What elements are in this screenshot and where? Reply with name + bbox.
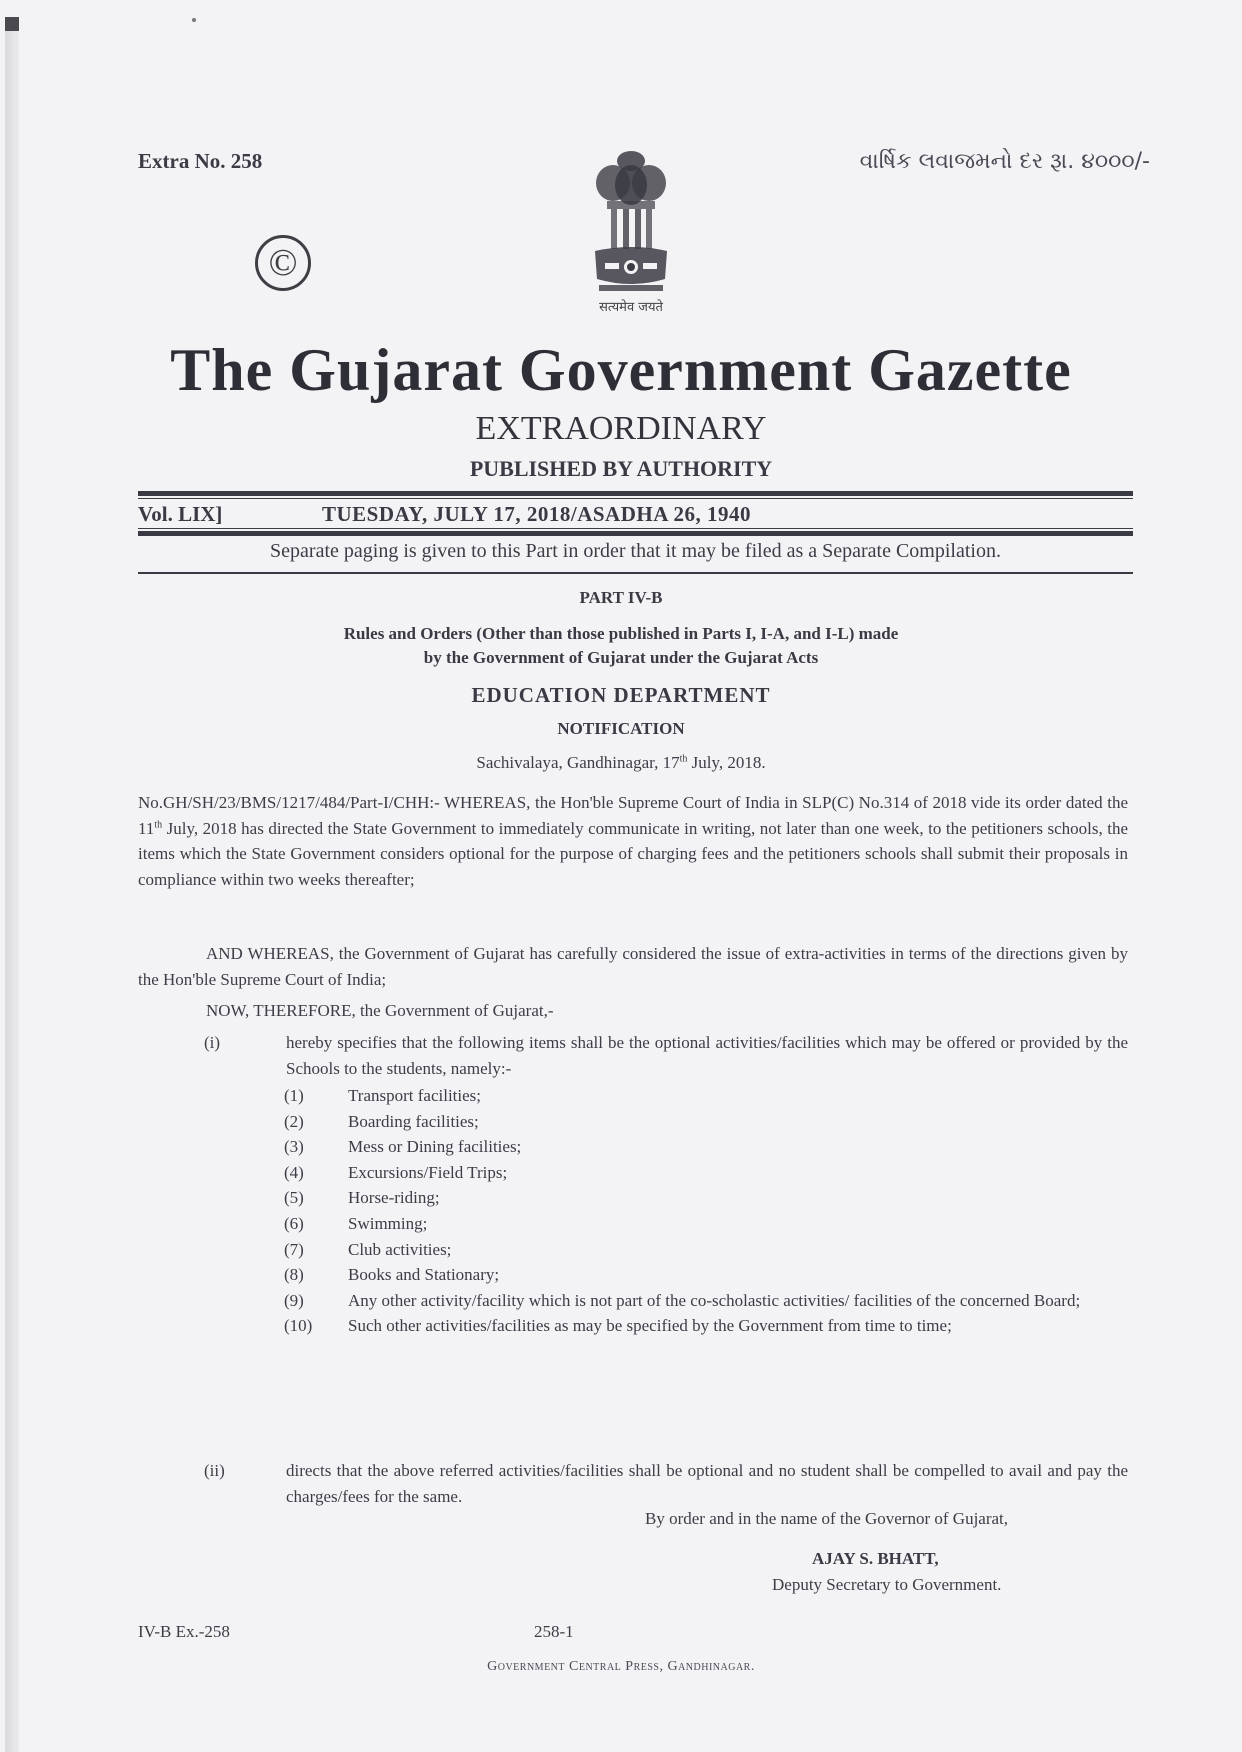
clause-i [138, 1030, 1128, 1082]
and-whereas-paragraph: AND WHEREAS, the Government of Gujarat has carefully considered the issue of extra-activities in terms of the directions given by the Hon'ble Supreme Court of India; [138, 944, 1128, 989]
list-item-text: Any other activity/facility which is not part of the co-scholastic activities/ facilities of the concerned Board; [348, 1290, 1081, 1310]
list-item-number: (3) [284, 1137, 304, 1157]
volume-number: Vol. LIX] [138, 502, 223, 526]
list-item-text: Mess or Dining facilities; [348, 1137, 522, 1157]
notification-heading: NOTIFICATION [557, 719, 685, 738]
part-title: PART IV-B [579, 588, 663, 607]
scan-edge-shadow [5, 17, 19, 1752]
clause-ii [138, 1458, 1128, 1510]
optional-activities-list [138, 1083, 1128, 1339]
list-item-number: (10) [284, 1316, 313, 1336]
scan-speck [192, 18, 196, 22]
issue-dateline: TUESDAY, JULY 17, 2018/ASADHA 26, 1940 [322, 502, 751, 526]
emblem-motto: सत्यमेव जयते [599, 300, 663, 315]
extra-number: Extra No. 258 [138, 149, 263, 173]
list-item-number: (1) [284, 1086, 304, 1105]
list-item-text: Excursions/Field Trips; [348, 1162, 508, 1182]
list-item-number: (9) [284, 1290, 304, 1310]
list-item [138, 1109, 1128, 1135]
list-item-number: (8) [284, 1265, 304, 1285]
list-item-number: (4) [284, 1162, 304, 1182]
list-item-number: (5) [284, 1188, 304, 1208]
separate-paging-note: Separate paging is given to this Part in order that it may be filed as a Separate Compilation. [270, 540, 1001, 562]
page-number: 258-1 [534, 1622, 574, 1641]
list-item [138, 1288, 1128, 1314]
published-by-authority: PUBLISHED BY AUTHORITY [469, 456, 773, 481]
header-rule-mid-thin [138, 528, 1133, 529]
list-item-text: Books and Stationary; [348, 1265, 500, 1285]
list-item [138, 1313, 1128, 1339]
by-order-line: By order and in the name of the Governor of Gujarat, [645, 1509, 1009, 1528]
edition-title: EXTRAORDINARY [475, 410, 767, 447]
footer-code: IV-B Ex.-258 [138, 1622, 230, 1641]
list-item-text: Swimming; [348, 1213, 428, 1233]
now-therefore-paragraph: NOW, THEREFORE, the Government of Gujarat,- [206, 1001, 554, 1020]
place-date-suffix: July, 2018. [687, 753, 766, 772]
place-date-prefix: Sachivalaya, Gandhinagar, 17 [476, 753, 680, 772]
header-rule-top [138, 491, 1133, 496]
list-item-number: (2) [284, 1111, 304, 1131]
place-date-ordinal: th [679, 753, 688, 765]
list-item [138, 1083, 1128, 1109]
part-description [0, 622, 1242, 670]
gazette-masthead: The Gujarat Government Gazette [170, 337, 1072, 403]
place-and-date [0, 752, 1242, 774]
clause-i-text: hereby specifies that the following items shall be the optional activities/facilities which may be offered or provided by the Schools to the students, namely:- [286, 1033, 1128, 1078]
signatory-designation: Deputy Secretary to Government. [772, 1575, 1002, 1594]
list-item [138, 1262, 1128, 1288]
header-rule-bottom [138, 572, 1133, 574]
header-rule-top-thin [138, 498, 1133, 499]
list-item-text: Transport facilities; [348, 1086, 481, 1105]
list-item-text: Such other activities/facilities as may be specified by the Government from time to time; [348, 1316, 952, 1336]
list-item [138, 1185, 1128, 1211]
part-description-line-1: Rules and Orders (Other than those published in Parts I, I-A, and I-L) made [343, 624, 899, 643]
list-item [138, 1211, 1128, 1237]
list-item-text: Boarding facilities; [348, 1111, 479, 1131]
whereas-text-a: No.GH/SH/23/BMS/1217/484/Part-I/CHH:- WHEREAS, the Hon'ble Supreme Court of India in SLP(C) No.314 of 2018 vide its order dated the 11 [138, 793, 1128, 838]
department-name: EDUCATION DEPARTMENT [471, 683, 771, 707]
list-item [138, 1134, 1128, 1160]
signatory-name: AJAY S. BHATT, [812, 1549, 939, 1568]
clause-ii-number: (ii) [204, 1461, 225, 1480]
whereas-ordinal: th [154, 818, 163, 830]
clause-ii-text: directs that the above referred activities/facilities shall be optional and no student shall be compelled to avail and pay the charges/fees for the same. [286, 1461, 1128, 1506]
press-imprint: Government Central Press, Gandhinagar. [487, 1659, 755, 1674]
list-item [138, 1237, 1128, 1263]
list-item-text: Horse-riding; [348, 1188, 440, 1208]
list-item-number: (7) [284, 1239, 304, 1259]
clause-i-number: (i) [204, 1033, 221, 1052]
annual-subscription-rate: વાર્ષિક લવાજમનો દર રૂા. ૪૦૦૦/- [859, 149, 1150, 174]
copyright-icon: © [255, 235, 311, 291]
state-emblem-icon [585, 147, 677, 297]
part-description-line-2: by the Government of Gujarat under the Gujarat Acts [423, 648, 819, 667]
whereas-text-b: July, 2018 has directed the State Government to immediately communicate in writing, not later than one week, to the petitioners schools, the items which the State Government considers optional for the purpose of charging fees and the petitioners schools shall submit their proposals in compliance within two weeks thereafter; [138, 818, 1128, 889]
whereas-paragraph [138, 790, 1128, 892]
list-item-text: Club activities; [348, 1239, 452, 1259]
list-item [138, 1160, 1128, 1186]
list-item-number: (6) [284, 1213, 304, 1233]
header-rule-mid [138, 531, 1133, 536]
